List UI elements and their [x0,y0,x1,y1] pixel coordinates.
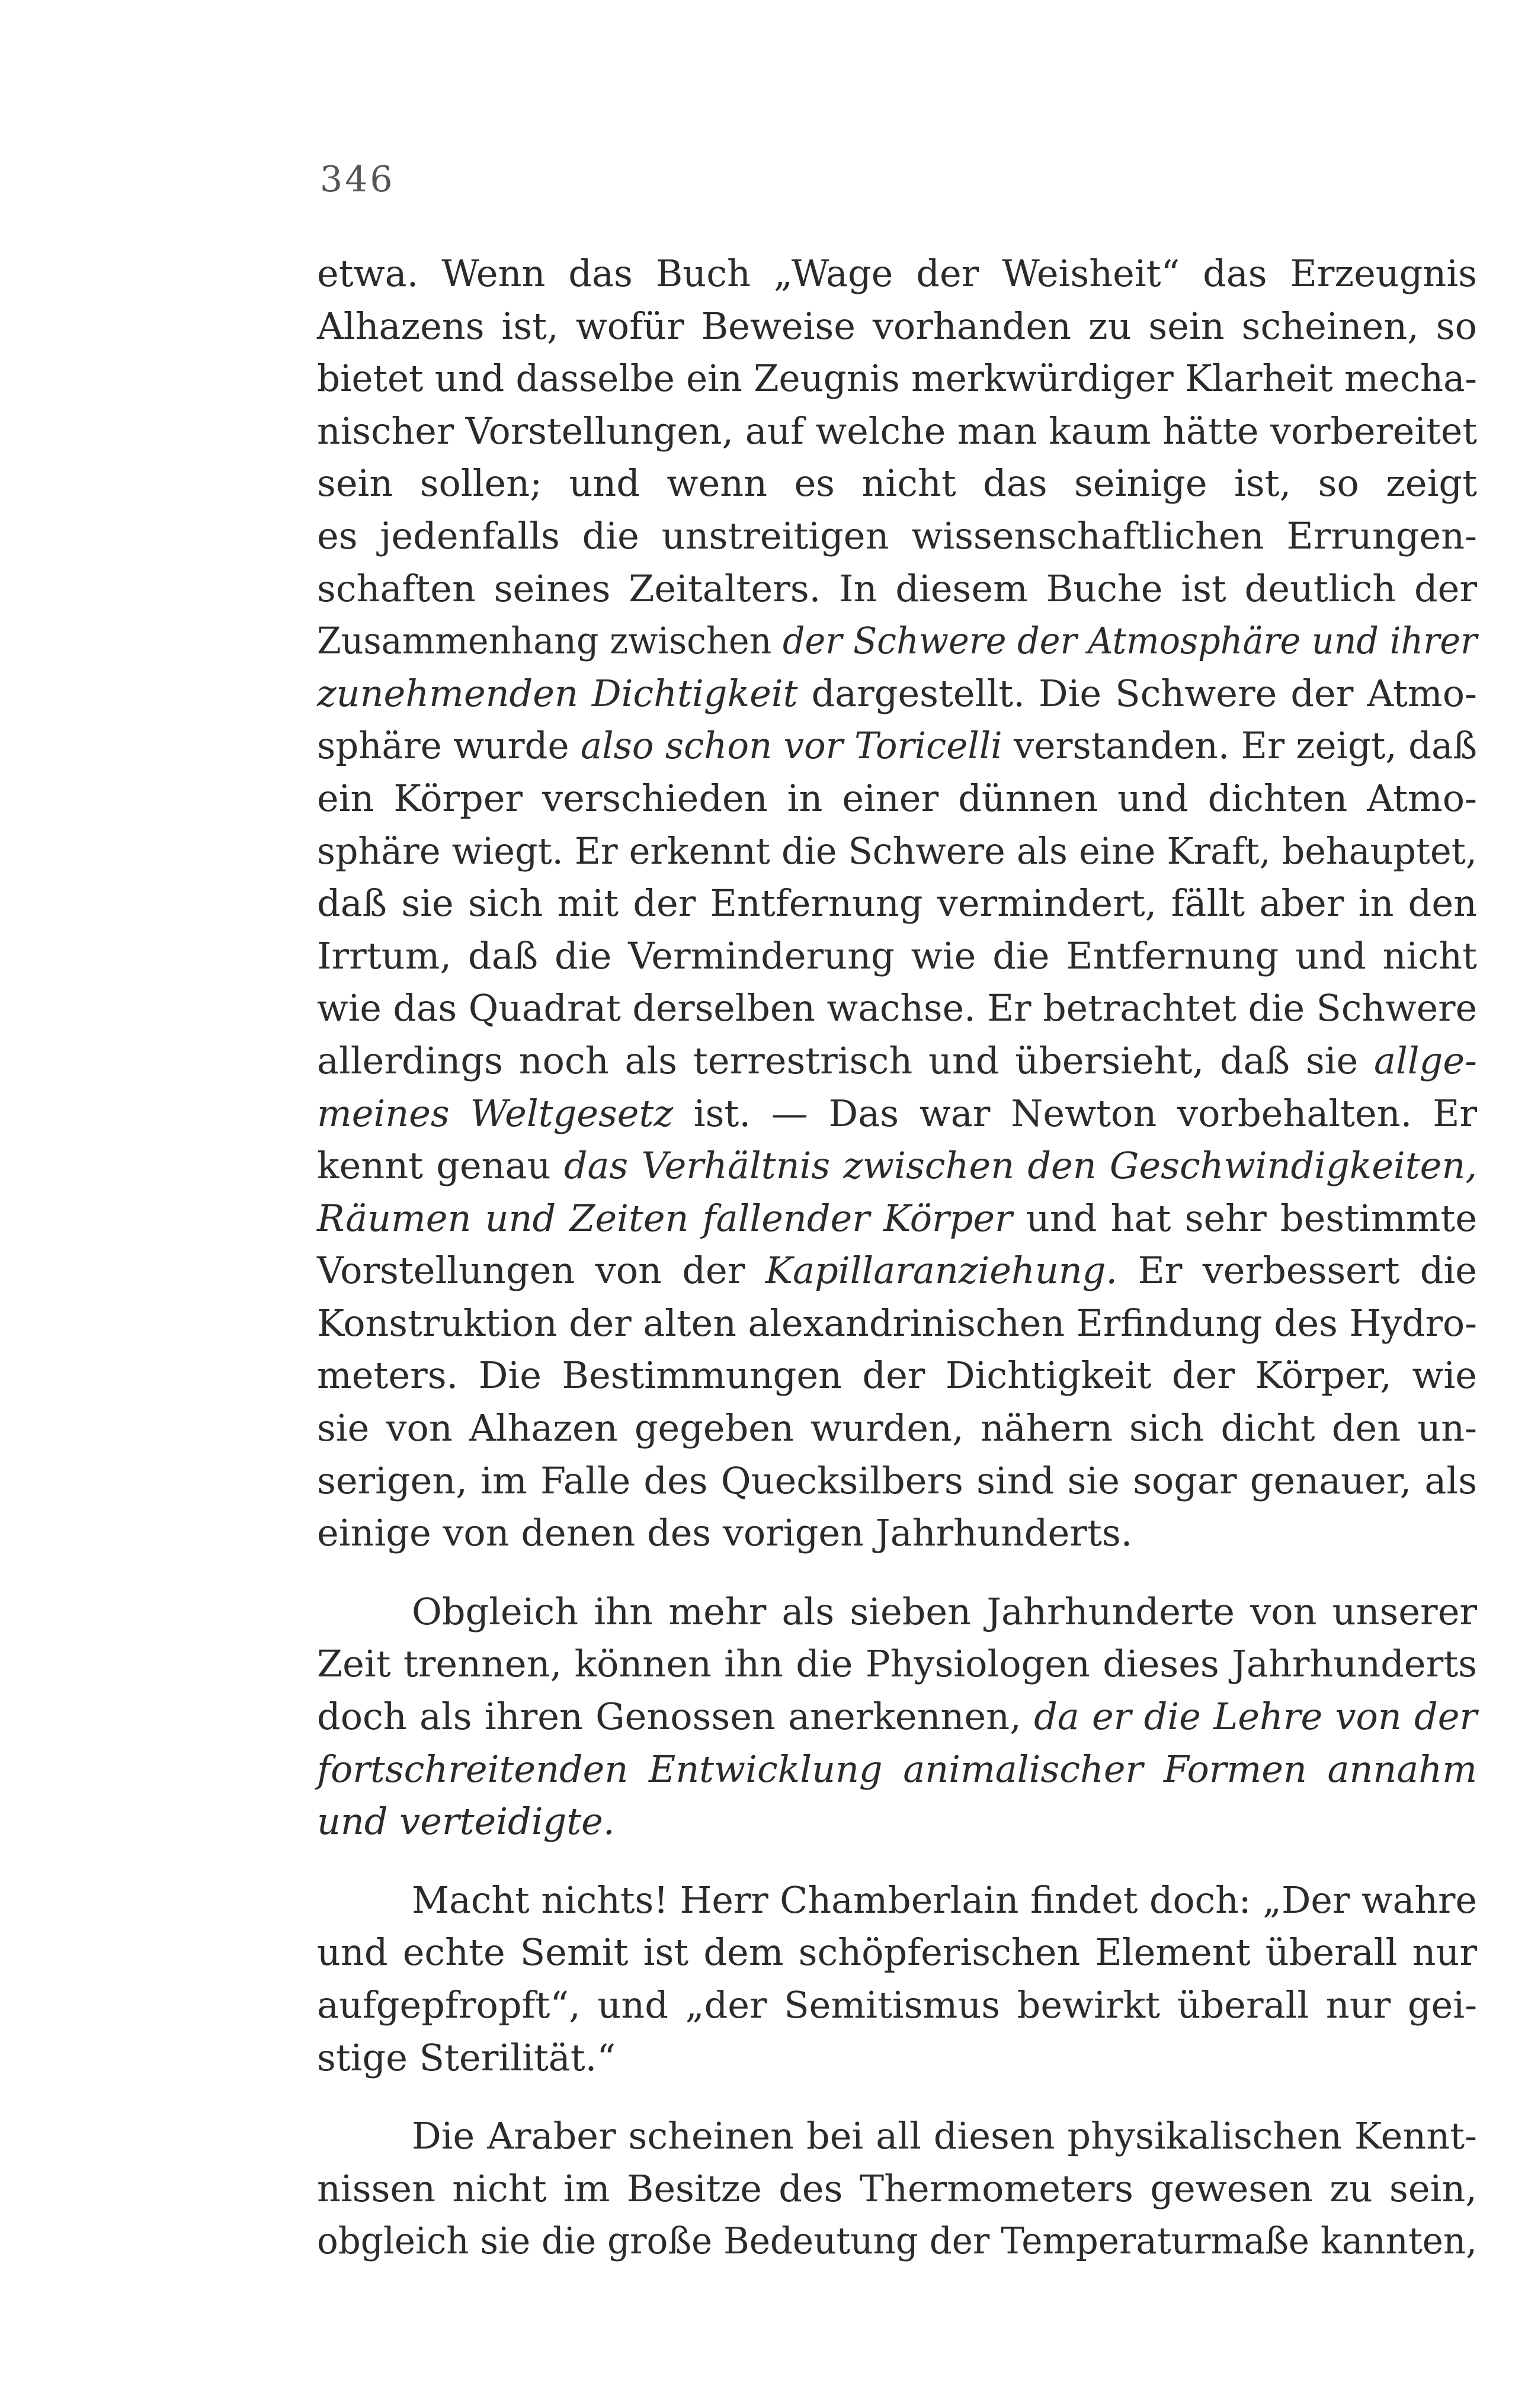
line-text: Obgleich ihn mehr als sieben Jahrhunderte von unserer [412,1589,1478,1633]
line-text: nischer Vorstellungen, auf welche man kaum hätte vorbereitet [317,409,1478,453]
line-text: serigen, im Falle des Quecksilbers sind sie sogar genauer, als [317,1458,1478,1502]
line-text: schaften seines Zeitalters. In diesem Buche ist deutlich der [317,566,1477,610]
paragraph [317,1586,1477,1848]
text-line [317,405,1477,458]
text-line [317,1743,1477,1796]
text-line [317,1140,1477,1192]
line-text: es jedenfalls die unstreitigen wissenschaftlichen Errungen- [317,514,1477,557]
text-line [317,1979,1477,2032]
italic-text: da er die Lehre von der [1034,1695,1478,1739]
body-text [317,248,1477,2268]
line-text: sphäre wurde [317,724,581,768]
italic-text: Kapillaranziehung. [765,1249,1118,1293]
text-line [317,1455,1477,1508]
line-text: verstanden. Er zeigt, daß [1002,724,1478,768]
paragraph [317,2110,1477,2268]
text-line [317,1402,1477,1455]
line-text: ist. — Das war Newton vorbehalten. Er [673,1091,1478,1135]
text-line [317,457,1477,510]
line-text: Vorstellungen von der [317,1249,765,1293]
text-line [317,1035,1477,1088]
line-text: Macht nichts! Herr Chamberlain findet doch: „Der wahre [412,1878,1477,1922]
text-line [317,2215,1477,2268]
text-line [317,1192,1477,1245]
text-line [317,930,1477,983]
italic-text: meines Weltgesetz [317,1091,674,1135]
italic-text: fortschreitenden Entwicklung animalischer Formen annahm [317,1747,1477,1791]
page-number: 346 [320,159,395,200]
line-text: aufgepfropft“, und „der Semitismus bewirkt überall nur gei- [317,1983,1478,2027]
line-text: sphäre wiegt. Er erkennt die Schwere als eine Kraft, behauptet, [317,829,1477,873]
text-line [317,982,1477,1035]
text-line [317,510,1477,563]
paragraph [317,248,1477,1560]
text-line [317,772,1477,825]
line-text: obgleich sie die große Bedeutung der Temperaturmaße kannten, [317,2219,1478,2263]
text-line [317,1297,1477,1350]
line-text: wie das Quadrat derselben wachse. Er betrachtet die Schwere [317,986,1478,1030]
text-line [317,300,1477,353]
line-text: sein sollen; und wenn es nicht das seinige ist, so zeigt [317,461,1478,505]
text-line [317,720,1477,772]
paragraph [317,1874,1477,2084]
text-line [317,2163,1477,2215]
line-text: kennt genau [317,1144,564,1188]
line-text: Zeit trennen, können ihn die Physiologen dieses Jahrhunderts [317,1642,1477,1686]
text-line [317,615,1477,668]
line-text: meters. Die Bestimmungen der Dichtigkeit der Körper, wie [317,1354,1477,1397]
text-line [317,2110,1477,2163]
text-line [317,825,1477,878]
italic-text: allge- [1374,1038,1477,1082]
italic-text: also schon vor Toricelli [580,724,1002,768]
line-text: stige Sterilität.“ [317,2035,616,2079]
line-text: nissen nicht im Besitze des Thermometers gewesen zu sein, [317,2166,1477,2210]
text-line [317,1349,1477,1402]
text-line [317,1507,1477,1560]
line-text: Konstruktion der alten alexandrinischen Erfindung des Hydro- [317,1301,1478,1345]
line-text: daß sie sich mit der Entfernung vermindert, fällt aber in den [317,881,1477,925]
text-line [317,248,1477,300]
italic-text: zunehmenden Dichtigkeit [317,671,798,715]
line-text: Irrtum, daß die Verminderung wie die Entfernung und nicht [317,934,1477,977]
italic-text: Räumen und Zeiten fallender Körper [317,1196,1013,1240]
text-line [317,1586,1477,1639]
line-text: bietet und dasselbe ein Zeugnis merkwürdiger Klarheit mecha- [317,357,1477,400]
italic-text: und verteidigte. [317,1800,615,1843]
text-line [317,1926,1477,1979]
paragraph-gap [317,2084,1477,2110]
line-text: und echte Semit ist dem schöpferischen Element überall nur [317,1931,1477,1974]
line-text: allerdings noch als terrestrisch und übersieht, daß sie [317,1038,1375,1082]
line-text: doch als ihren Genossen anerkennen, [317,1695,1034,1739]
text-line [317,1691,1477,1743]
text-line [317,1795,1477,1848]
line-text: Er verbessert die [1117,1249,1477,1293]
italic-text: das Verhältnis zwischen den Geschwindigkeiten, [563,1144,1477,1188]
line-text: Die Araber scheinen bei all diesen physikalischen Kennt- [412,2114,1478,2158]
line-text: Alhazens ist, wofür Beweise vorhanden zu sein scheinen, so [317,304,1477,348]
text-line [317,563,1477,615]
paragraph-gap [317,1848,1477,1874]
text-line [317,668,1477,720]
italic-text: der Schwere der Atmosphäre und ihrer [782,619,1478,663]
line-text: und hat sehr bestimmte [1012,1196,1478,1240]
line-text: etwa. Wenn das Buch „Wage der Weisheit“ das Erzeugnis [317,252,1477,295]
text-line [317,1638,1477,1691]
line-text: dargestellt. Die Schwere der Atmo- [797,671,1477,715]
line-text: einige von denen des vorigen Jahrhunderts. [317,1511,1133,1555]
text-line [317,352,1477,405]
line-text: sie von Alhazen gegeben wurden, nähern sich dicht den un- [317,1406,1477,1450]
text-line [317,1088,1477,1140]
text-line [317,1245,1477,1297]
text-line [317,1874,1477,1927]
text-line [317,877,1477,930]
paragraph-gap [317,1560,1477,1586]
text-line [317,2032,1477,2085]
line-text: Zusammenhang zwischen [317,619,783,663]
line-text: ein Körper verschieden in einer dünnen und dichten Atmo- [317,776,1477,820]
